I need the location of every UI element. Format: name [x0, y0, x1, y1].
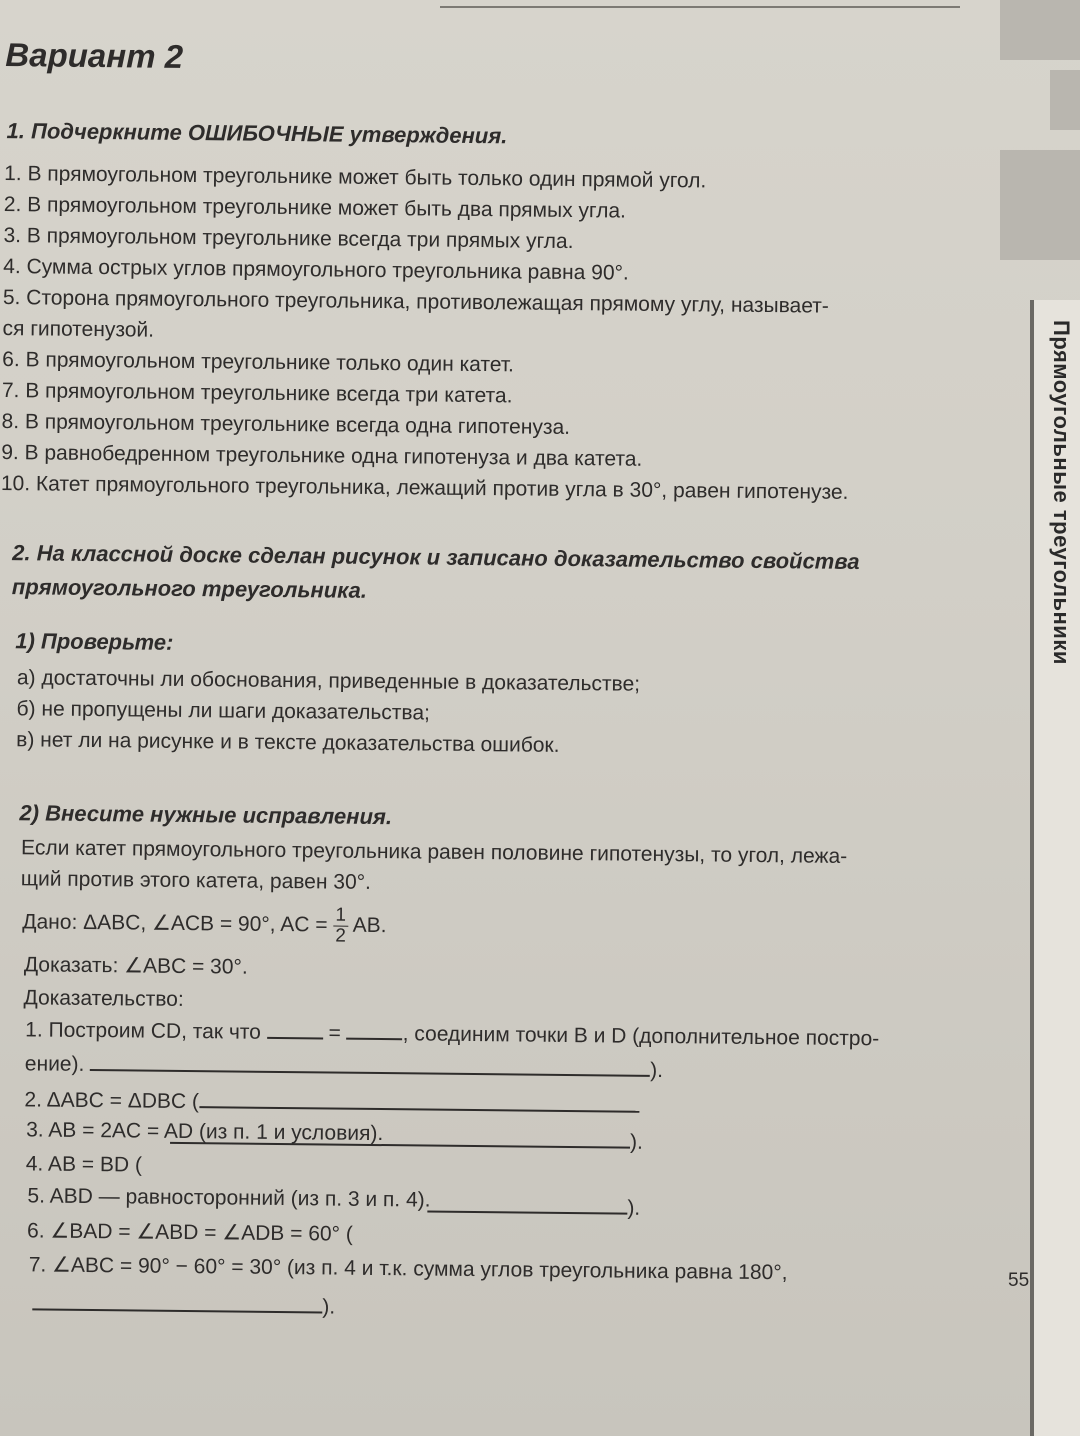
- statement-item: 6. В прямоугольном треугольнике только один катет.: [2, 348, 515, 377]
- check-item: а) достаточны ли обоснования, приведенные в доказательстве;: [16, 666, 641, 696]
- step7-text: 7. ∠ABC = 90° − 60° = 30° (из п. 4 и т.к. сумма углов треугольника равна 180°,: [28, 1253, 788, 1285]
- statement-item: 5. Сторона прямоугольного треугольника, противолежащая прямому углу, называет-: [2, 286, 829, 318]
- step5-text: 5. ABD — равносторонний (из п. 3 и п. 4).: [27, 1184, 431, 1212]
- statement-item: 7. В прямоугольном треугольнике всегда три катета.: [1, 379, 513, 408]
- step1-text-end: ение).: [24, 1052, 85, 1076]
- closing-paren: ).: [322, 1295, 336, 1319]
- answer-blank[interactable]: [427, 1193, 627, 1215]
- proof-step-2: [24, 1086, 639, 1118]
- answer-blank[interactable]: [90, 1051, 650, 1077]
- closing-paren: ).: [629, 1130, 644, 1154]
- proof-step-7: [29, 1252, 788, 1285]
- fix-heading: 2) Внесите нужные исправления.: [19, 800, 393, 830]
- page-number: 55: [1008, 1270, 1030, 1291]
- proof-step-1-cont: [25, 1050, 663, 1083]
- task2-heading-line2: прямоугольного треугольника.: [11, 574, 368, 603]
- fraction-denominator: 2: [335, 925, 346, 947]
- answer-blank[interactable]: [199, 1088, 639, 1113]
- check-heading: 1) Проверьте:: [15, 628, 174, 655]
- fraction-numerator: 1: [333, 906, 348, 927]
- side-tab-label: Прямоугольные треугольники: [1049, 320, 1074, 665]
- task1-heading: 1. Подчеркните ОШИБОЧНЫЕ утверждения.: [6, 118, 508, 149]
- step1-text: 1. Построим CD, так что: [25, 1018, 262, 1044]
- step3-closing: [170, 1124, 643, 1155]
- theorem-line: щий против этого катета, равен 30°.: [20, 867, 372, 894]
- check-list: [16, 662, 640, 762]
- proof-step-7-cont: [32, 1290, 335, 1319]
- statement-item: 10. Катет прямоугольного треугольника, лежащий против угла в 30°, равен гипотенузе.: [0, 472, 849, 504]
- statement-item: 8. В прямоугольном треугольнике всегда одна гипотенуза.: [1, 410, 571, 439]
- given-line: [22, 902, 387, 947]
- task1-statements: [1, 158, 852, 508]
- step5-closing: [427, 1193, 640, 1221]
- answer-blank[interactable]: [32, 1290, 322, 1313]
- theorem-line: Если катет прямоугольного треугольника равен половине гипотенузы, то угол, лежа-: [21, 836, 848, 868]
- check-item: б) не пропущены ли шаги доказательства;: [16, 697, 431, 725]
- step4-text: 4. AB = BD (: [25, 1152, 143, 1177]
- step3-text: 3. AB = 2AC = AD (из п. 1 и условия).: [26, 1118, 384, 1146]
- statement-item: 9. В равнобедренном треугольнике одна гипотенуза и два катета.: [1, 441, 643, 471]
- closing-paren: ).: [627, 1196, 641, 1220]
- step2-text: 2. ΔABC = ΔDBC (: [24, 1088, 200, 1114]
- step1-equals: =: [328, 1021, 341, 1045]
- proof-step-4: [26, 1152, 142, 1177]
- proof-label: Доказательство:: [23, 986, 184, 1011]
- given-suffix: AB.: [352, 913, 387, 938]
- statement-item: 3. В прямоугольном треугольнике всегда три прямых угла.: [3, 224, 574, 254]
- answer-blank[interactable]: [347, 1020, 403, 1041]
- step1-text-cont: , соединим точки B и D (дополнительное постро-: [402, 1022, 880, 1051]
- statement-item: ся гипотенузой.: [2, 317, 155, 342]
- prove-line: Доказать: ∠ABC = 30°.: [23, 953, 248, 979]
- closing-paren: ).: [650, 1058, 664, 1083]
- corner-decoration: [1050, 70, 1080, 130]
- answer-blank[interactable]: [267, 1019, 323, 1040]
- proof-step-5: [27, 1184, 430, 1212]
- variant-title: Вариант 2: [5, 36, 184, 75]
- answer-blank[interactable]: [170, 1124, 630, 1149]
- proof-step-1: [25, 1016, 879, 1051]
- statement-item: 1. В прямоугольном треугольнике может быть только один прямой угол.: [4, 162, 707, 193]
- given-prefix: Дано: ΔABC, ∠ACB = 90°, AC =: [22, 910, 328, 937]
- task2-heading-line1: 2. На классной доске сделан рисунок и записано доказательство свойства: [12, 540, 860, 575]
- statement-item: 2. В прямоугольном треугольнике может быть два прямых угла.: [3, 193, 627, 223]
- statement-item: 4. Сумма острых углов прямоугольного треугольника равна 90°.: [3, 255, 629, 285]
- fraction-one-half: [333, 906, 348, 947]
- step6-text: 6. ∠BAD = ∠ABD = ∠ADB = 60° (: [26, 1219, 353, 1246]
- proof-step-6: [27, 1218, 353, 1246]
- check-item: в) нет ли на рисунке и в тексте доказательства ошибок.: [16, 728, 560, 757]
